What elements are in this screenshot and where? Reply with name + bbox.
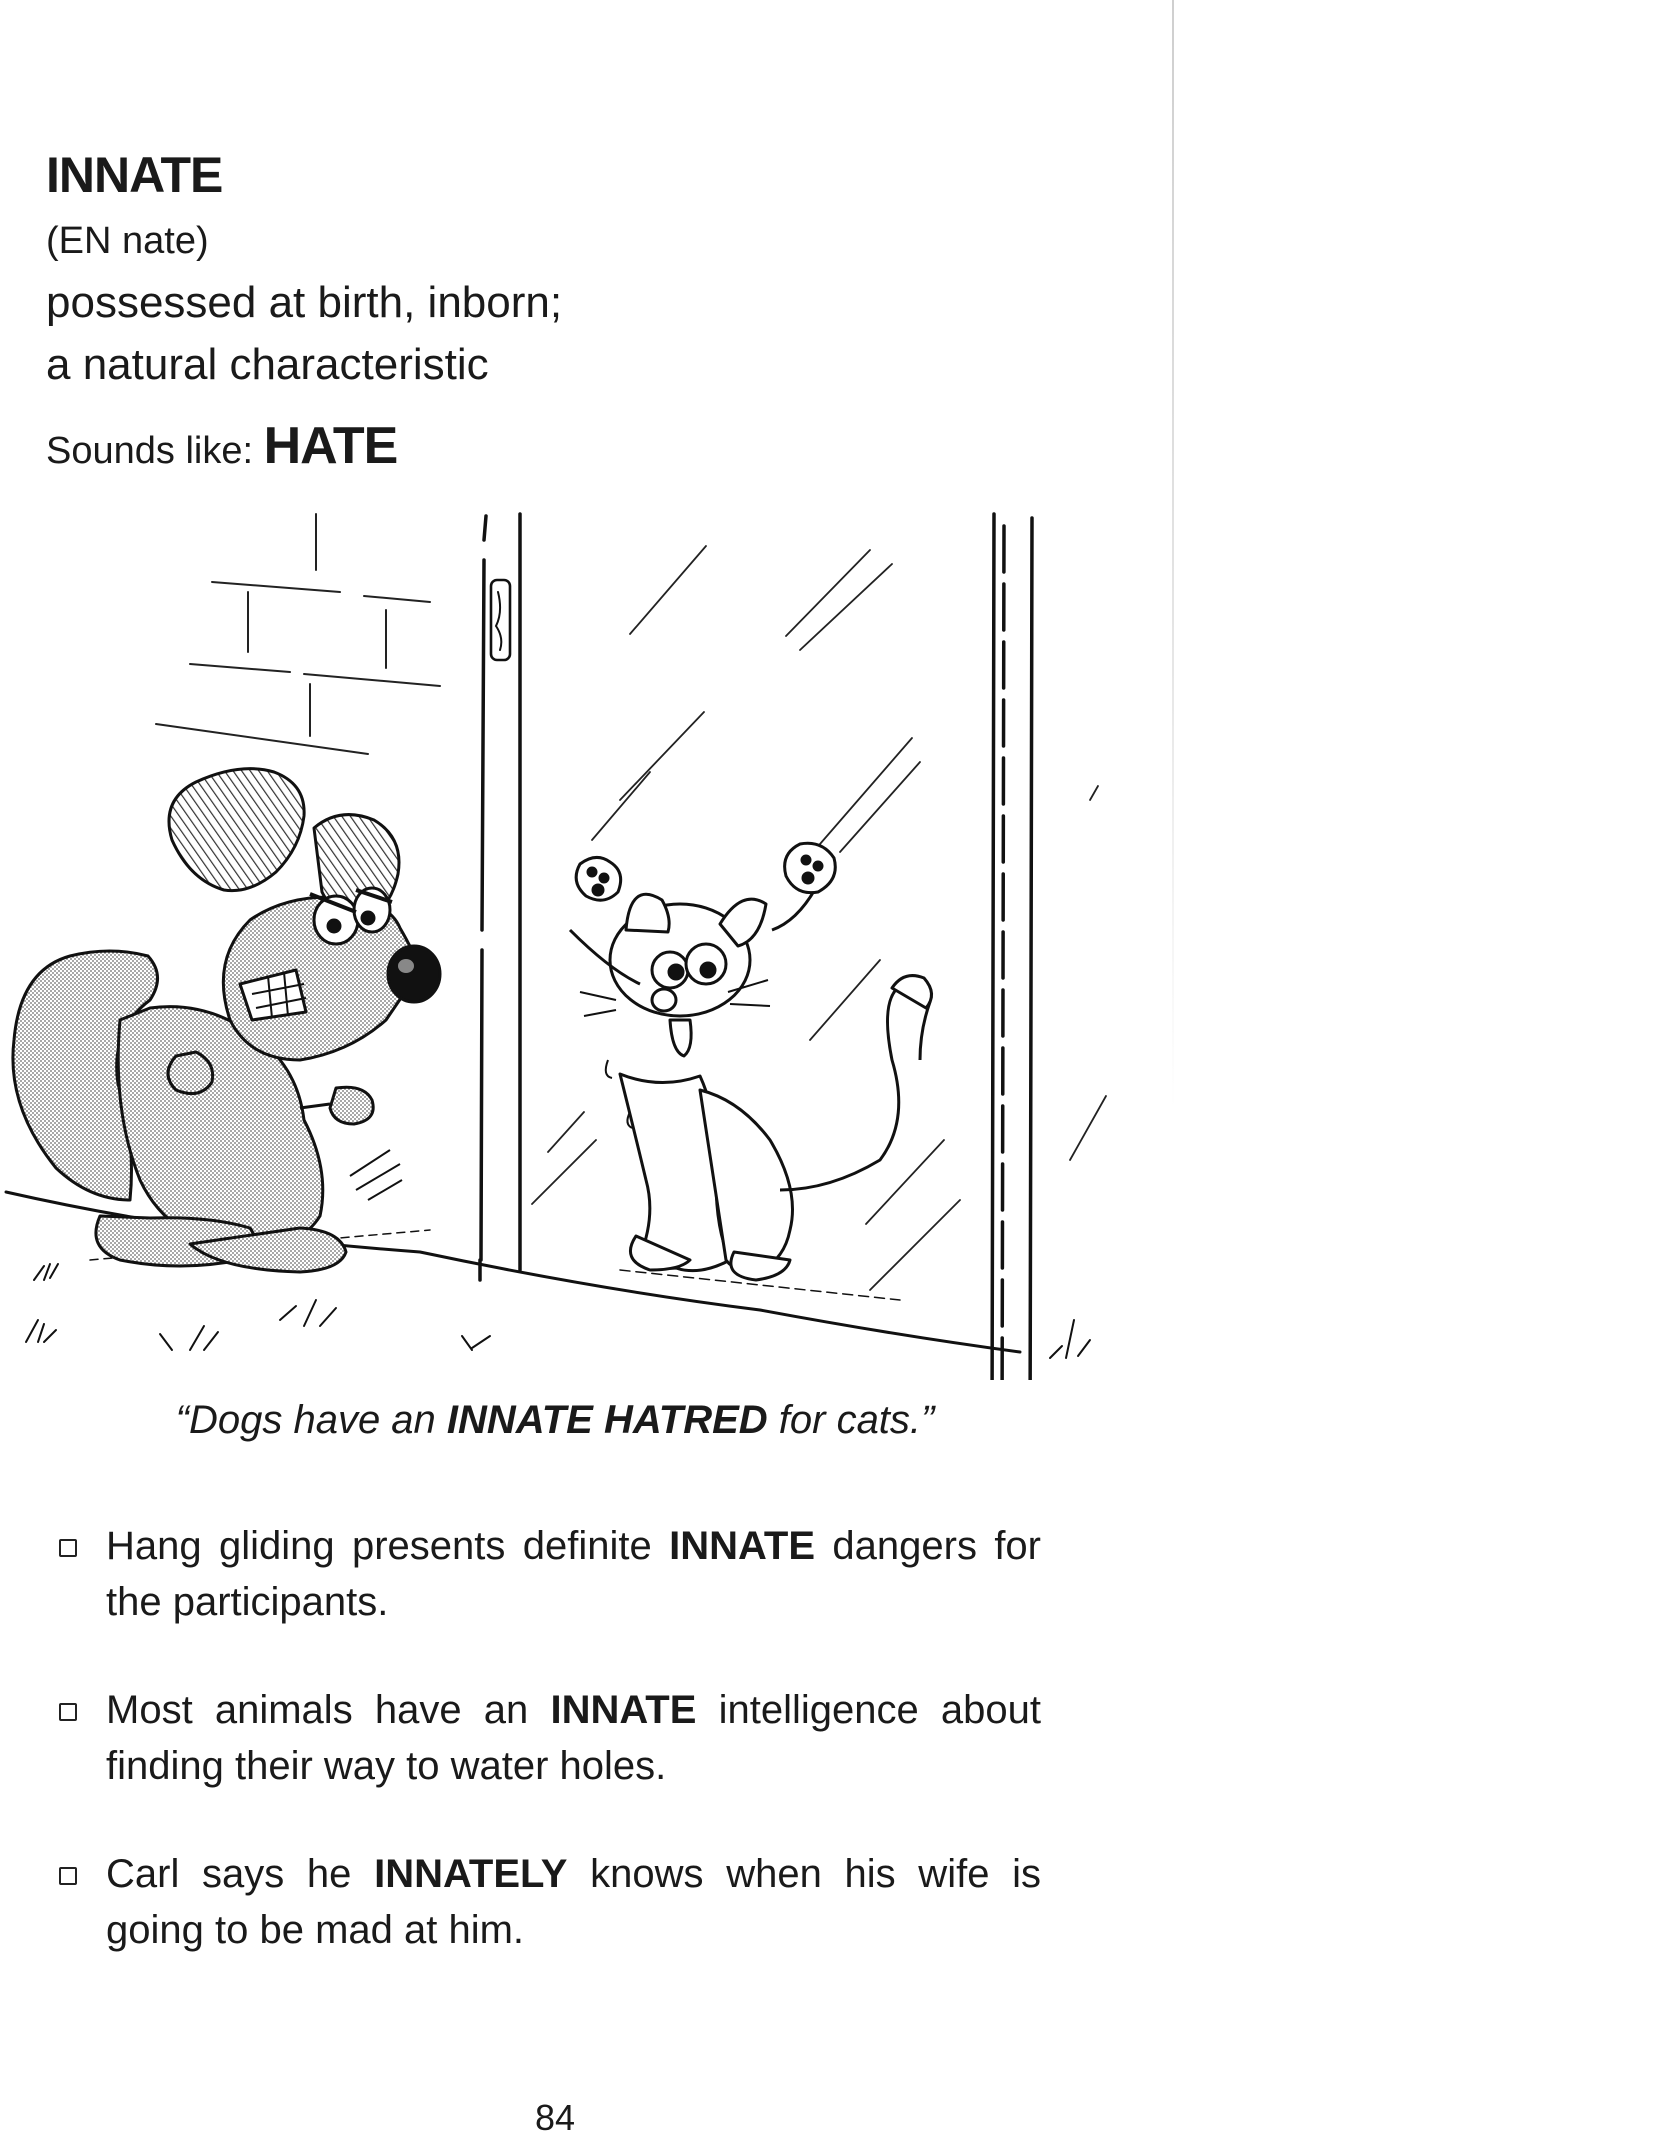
example-keyword: INNATE [550, 1688, 697, 1732]
pronunciation: (EN nate) [46, 220, 209, 262]
sounds-like-word: HATE [263, 417, 398, 475]
example-sentences [56, 1518, 1041, 2010]
floor-line [6, 1192, 1020, 1352]
definition [46, 272, 606, 396]
caption-text: “Dogs have an [175, 1398, 447, 1442]
example-item [56, 1846, 1041, 1958]
example-text: dangers for the participants. [106, 1524, 1041, 1624]
glass-reflections [532, 546, 1106, 1290]
example-text: Carl says he [106, 1852, 375, 1896]
cartoon-caption [0, 1400, 1110, 1440]
example-text: Most animals have an [106, 1688, 551, 1732]
brick-wall-lines [156, 514, 440, 754]
dog-figure [13, 769, 440, 1272]
checkbox-icon [59, 1539, 77, 1557]
example-text: knows when his wife is going to be mad at him. [106, 1852, 1041, 1952]
example-item [56, 1518, 1041, 1630]
checkbox-icon [59, 1867, 77, 1885]
headword: INNATE [46, 147, 223, 203]
example-keyword: INNATE [669, 1524, 816, 1568]
checkbox-icon [59, 1703, 77, 1721]
caption-text: for cats.” [767, 1398, 935, 1442]
caption-emphasis: INNATE HATRED [446, 1398, 768, 1442]
sounds-like [46, 417, 398, 475]
example-text: Hang gliding presents definite [106, 1524, 670, 1568]
cartoon-illustration [0, 500, 1110, 1380]
page-edge-shadow [1172, 0, 1174, 1110]
example-keyword: INNATELY [374, 1852, 568, 1896]
definition-line: a natural characteristic [46, 340, 489, 389]
page-number: 84 [534, 2097, 576, 2138]
definition-line: possessed at birth, inborn; [46, 278, 563, 327]
example-item [56, 1682, 1041, 1794]
cat-figure [570, 843, 932, 1280]
example-text: intelligence about finding their way to water holes. [106, 1688, 1041, 1788]
sounds-like-label: Sounds like: [46, 430, 254, 472]
